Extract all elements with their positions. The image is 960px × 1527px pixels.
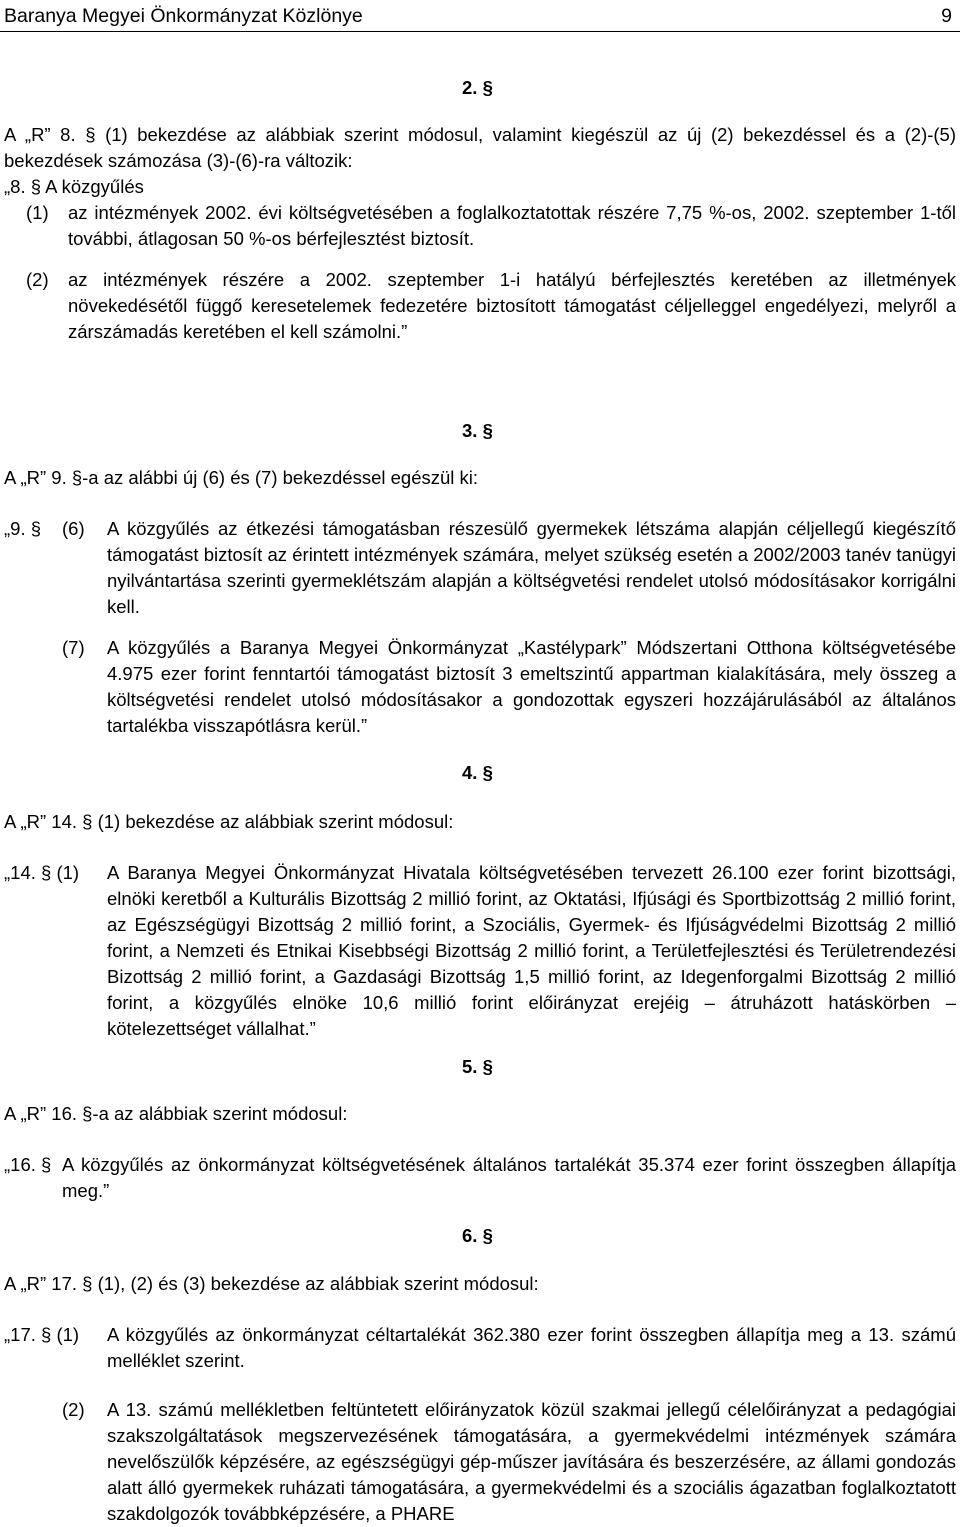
section-intro: A „R” 8. § (1) bekezdése az alábbiak szerint módosul, valamint kiegészül az új (2) bekezdéssel és a (2)-(5) bekezdések számozása (3)-(6)-ra változik: <box>4 124 956 171</box>
item-label: (2) <box>62 1399 85 1420</box>
paragraph-text: A közgyűlés az önkormányzat céltartalékát 362.380 ezer forint összegben állapítja meg a 13. számú melléklet szerint. <box>107 1324 956 1371</box>
paragraph-lead: „8. § A közgyűlés <box>4 176 144 197</box>
section-intro: A „R” 14. § (1) bekezdése az alábbiak szerint módosul: <box>4 811 454 832</box>
item-text: A közgyűlés az étkezési támogatásban részesülő gyermekek létszáma alapján céljellegű kiegészítő támogatást biztosít az érintett intézmények számára, melyet szükség esetén a 2002/2003 tanév tanügyi nyilvántartása szerinti gyermeklétszám alapján a költségvetési rendelet utolsó módosításakor korrigálni kell. <box>107 518 956 617</box>
section-intro: A „R” 9. §-a az alábbi új (6) és (7) bekezdéssel egészül ki: <box>4 467 479 488</box>
section-heading: 6. § <box>462 1225 493 1246</box>
section-intro: A „R” 16. §-a az alábbiak szerint módosul: <box>4 1103 348 1124</box>
item-text: az intézmények részére a 2002. szeptember 1-i hatályú bérfejlesztés keretében az illetmények növekedésétől függő keresetelemek fedezetére biztosított támogatást céljelleggel engedélyezi, melyről a zárszámadás keretében el kell számolni.” <box>68 269 956 342</box>
section-intro: A „R” 17. § (1), (2) és (3) bekezdése az alábbiak szerint módosul: <box>4 1273 539 1294</box>
page-header <box>0 0 960 32</box>
item-label: (7) <box>62 637 85 658</box>
paragraph-lead: „17. § (1) <box>4 1324 80 1345</box>
section-heading: 5. § <box>462 1056 493 1077</box>
item-label: (1) <box>26 202 49 223</box>
paragraph-lead: „9. § <box>4 518 42 539</box>
page-number: 9 <box>941 5 952 27</box>
item-label: (6) <box>62 518 85 539</box>
item-text: az intézmények 2002. évi költségvetésében a foglalkoztatottak részére 7,75 %-os, 2002. szeptember 1-től további, átlagosan 50 %-os bérfejlesztést biztosít. <box>68 202 956 249</box>
section-heading: 3. § <box>462 420 493 441</box>
item-text: A 13. számú mellékletben feltüntetett előirányzatok közül szakmai jellegű célelőirányzat a pedagógiai szakszolgáltatások megszervezésének támogatására, a gyermekvédelmi intézmények számára nevelőszülők képzésére, az egészségügyi gép-műszer javítására és beszerzésére, az állami gondozás alatt álló gyermekek ruházati támogatására, a gyermekvédelmi és a szociális ágazatban foglalkoztatott szakdolgozók továbbképzésére, a PHARE <box>107 1399 956 1524</box>
section-heading: 2. § <box>462 77 493 98</box>
item-label: (2) <box>26 269 49 290</box>
item-text: A közgyűlés a Baranya Megyei Önkormányzat „Kastélypark” Módszertani Otthona költségvetésébe 4.975 ezer forint fenntartói támogatást biztosít 3 emeltszintű appartman kialakítására, mely összeg a költségvetési rendelet utolsó módosításakor a gondozottak egyszeri hozzájárulásából az általános tartalékba visszapótlásra kerül.” <box>107 637 956 736</box>
paragraph-text: A Baranya Megyei Önkormányzat Hivatala költségvetésében tervezett 26.100 ezer forint bizottsági, elnöki keretből a Kulturális Bizottság 2 millió forint, az Oktatási, Ifjúsági és Sportbizottság 2 millió forint, az Egészségügyi Bizottság 2 millió forint, a Szociális, Gyermek- és Ifjúságvédelmi Bizottság 2 millió forint, a Nemzeti és Etnikai Kisebbségi Bizottság 2 millió forint, a Területfejlesztési és Területrendezési Bizottság 2 millió forint, a Gazdasági Bizottság 1,5 millió forint, az Idegenforgalmi Bizottság 2 millió forint, a közgyűlés elnöke 10,6 millió forint előirányzat erejéig – átruházott hatáskörben – kötelezettséget vállalhat.” <box>107 862 956 1039</box>
publication-title: Baranya Megyei Önkormányzat Közlönye <box>4 5 363 27</box>
paragraph-lead: „14. § (1) <box>4 862 80 883</box>
paragraph-lead: „16. § <box>4 1154 52 1175</box>
section-heading: 4. § <box>462 762 493 783</box>
paragraph-text: A közgyűlés az önkormányzat költségvetésének általános tartalékát 35.374 ezer forint összegben állapítja meg.” <box>62 1154 956 1201</box>
